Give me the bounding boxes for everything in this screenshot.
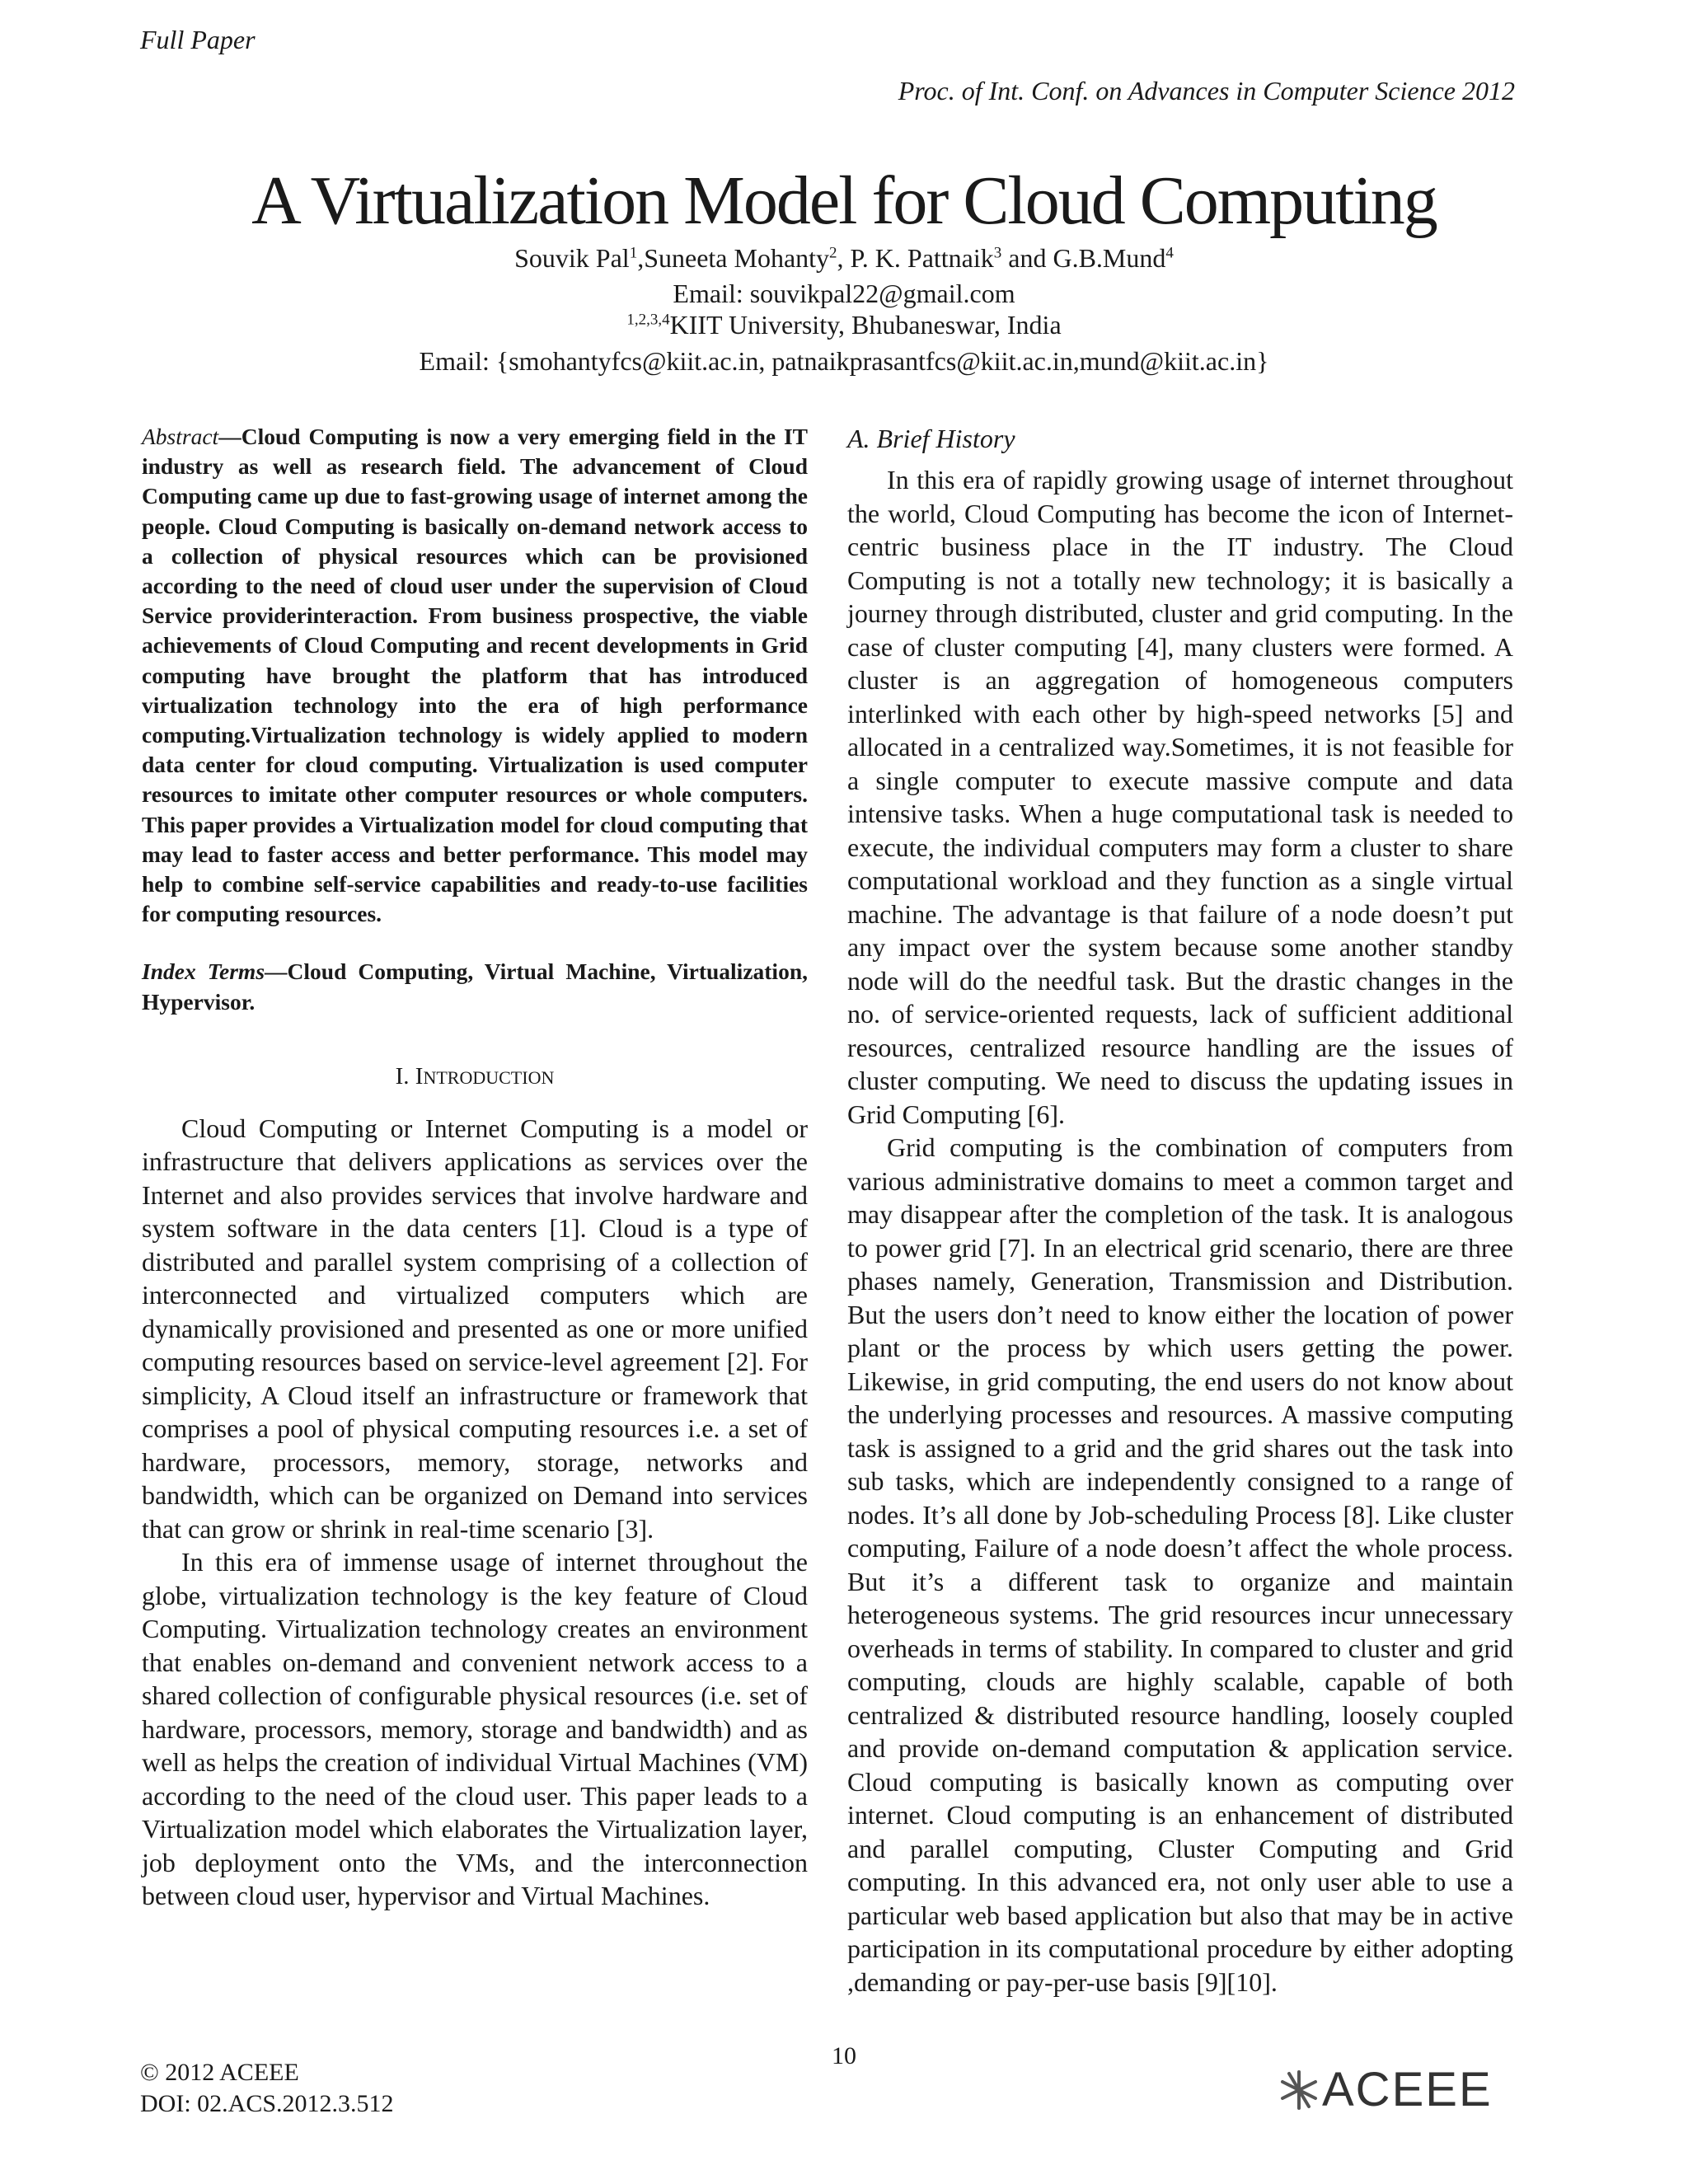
section-numeral: I. I: [395, 1062, 424, 1090]
section-heading-introduction: [142, 1063, 808, 1090]
right-column: [847, 422, 1513, 1999]
left-column: [142, 422, 808, 1913]
abstract: [142, 422, 808, 929]
history-paragraph-2: Grid computing is the combination of computers from various administrative domains to meet a common target and may disappear after the completion of the task. It is analogous to power grid [7]. In an electrical grid scenario, there are three phases namely, Generation, Transmission and Distribution. But the users don’t need to know either the location of power plant or the process by which users getting the power. Likewise, in grid computing, the end users do not know about the underlying processes and resources. A massive computing task is assigned to a grid and the grid shares out the task into sub tasks, which are independently consigned to a range of nodes. It’s all done by Job-scheduling Process [8]. Like cluster computing, Failure of a node doesn’t affect the whole process. But it’s a different task to organize and maintain heterogeneous systems. The grid resources incur unnecessary overheads in terms of stability. In compared to cluster and grid computing, clouds are highly scalable, capable of both centralized & distributed resource handling, loosely coupled and provide on-demand computation & application service. Cloud computing is basically known as computing over internet. Cloud computing is an enhancement of distributed and parallel computing, Cluster Computing and Grid computing. In this advanced era, not only user able to use a particular web based application but also that may be in active participation in its computational procedure by either adopting ,demanding or pay-per-use basis [9][10].: [847, 1132, 1513, 1997]
affiliation-marks: 1,2,3,4: [626, 311, 670, 329]
footer-copyright: © 2012 ACEEE: [140, 2059, 299, 2086]
author-name: Souvik Pal: [514, 243, 630, 273]
publisher-logo: [1276, 2062, 1493, 2117]
history-paragraph-1: In this era of rapidly growing usage of internet throughout the world, Cloud Computing has become the icon of Internet-centric business place in the IT industry. The Cloud Computing is not a totally new technology; it is basically a journey through distributed, cluster and grid computing. In the case of cluster computing [4], many clusters were formed. A cluster is an aggregation of homogeneous computers interlinked with each other by high-speed networks [5] and allocated in a centralized way.Sometimes, it is not feasible for a single computer to execute massive compute and data intensive tasks. When a huge computational task is needed to execute, the individual computers may form a cluster to share computational workload and they function as a single virtual machine. The advantage is that failure of a node doesn’t put any impact over the system because some another standby node will do the needful task. But the drastic changes in the no. of service-oriented requests, lack of sufficient additional resources, centralized resource handling are the issues of cluster computing. We need to discuss the updating issues in Grid Computing [6].: [847, 465, 1513, 1129]
intro-paragraph-2: In this era of immense usage of internet throughout the globe, virtualization technology is the key feature of Cloud Computing. Virtualization technology creates an environment that enables on-demand and convenient network access to a shared collection of configurable physical resources (i.e. set of hardware, processors, memory, storage and bandwidth) and as well as helps the creation of individual Virtual Machines (VM) according to the need of the cloud user. This paper leads to a Virtualization model which elaborates the Virtualization layer, job deployment onto the VMs, and the interconnection between cloud user, hypervisor and Virtual Machines.: [142, 1547, 808, 1911]
author-name: G.B.Mund: [1053, 243, 1166, 273]
author-name: P. K. Pattnaik: [850, 243, 994, 273]
paper-title: A Virtualization Model for Cloud Computing: [251, 162, 1437, 239]
abstract-dash: —: [218, 424, 241, 449]
index-terms-dash: —: [265, 958, 288, 985]
page-number: 10: [832, 2042, 856, 2069]
coauthor-emails: Email: {smohantyfcs@kiit.ac.in, patnaikprasantfcs@kiit.ac.in,mund@kiit.ac.in}: [419, 346, 1269, 376]
affiliation-name: KIIT University, Bhubaneswar, India: [669, 310, 1062, 340]
author-name: Suneeta Mohanty: [644, 243, 830, 273]
author-list: [0, 243, 1688, 274]
section-heading-text: NTRODUCTION: [423, 1066, 555, 1088]
author-affil-mark: 3: [993, 244, 1002, 262]
subsection-heading-brief-history: A. Brief History: [847, 424, 1015, 453]
author-separator: ,: [637, 243, 645, 273]
index-terms: [142, 957, 808, 1016]
author-separator: and: [1001, 243, 1053, 273]
star-burst-icon: [1276, 2067, 1322, 2113]
author-affil-mark: 4: [1165, 244, 1174, 262]
author-separator: ,: [837, 243, 851, 273]
abstract-label: Abstract: [142, 424, 219, 449]
intro-paragraph-1: Cloud Computing or Internet Computing is a model or infrastructure that delivers applications as services over the Internet and also provides services that involve hardware and system software in the data centers [1]. Cloud is a type of distributed and parallel system comprising of a collection of interconnected and virtualized computers which are dynamically provisioned and presented as one or more unified computing resources based on service-level agreement [2]. For simplicity, A Cloud itself an infrastructure or framework that comprises a pool of physical computing resources i.e. a set of hardware, processors, memory, storage, networks and bandwidth, which can be organized on Demand into services that can grow or shrink in real-time scenario [3].: [142, 1113, 808, 1544]
abstract-text: Cloud Computing is now a very emerging field in the IT industry as well as research field. The advancement of Cloud Computing came up due to fast-growing usage of internet among the people. Cloud Computing is basically on-demand network access to a collection of physical resources which can be provisioned according to the need of cloud user under the supervision of Cloud Service providerinteraction. From business prospective, the viable achievements of Cloud Computing and recent developments in Grid computing have brought the platform that has introduced virtualization technology into the era of high performance computing.Virtualization technology is widely applied to modern data center for cloud computing. Virtualization is used computer resources to imitate other computer resources or whole computers. This paper provides a Virtualization model for cloud computing that may lead to faster access and better performance. This model may help to combine self-service capabilities and ready-to-use facilities for computing resources.: [142, 424, 808, 927]
footer-doi: DOI: 02.ACS.2012.3.512: [140, 2090, 394, 2117]
contact-email: Email: souvikpal22@gmail.com: [673, 279, 1015, 308]
author-affil-mark: 2: [829, 244, 837, 262]
index-terms-label: Index Terms: [142, 958, 265, 985]
index-terms-text: Cloud Computing, Virtual Machine, Virtualization, Hypervisor.: [142, 958, 808, 1015]
author-affil-mark: 1: [629, 244, 638, 262]
publisher-logo-text: ACEEE: [1322, 2063, 1493, 2116]
affiliation: [0, 310, 1688, 340]
proceedings-line: Proc. of Int. Conf. on Advances in Computer Science 2012: [898, 76, 1515, 105]
header-label: Full Paper: [140, 25, 256, 54]
